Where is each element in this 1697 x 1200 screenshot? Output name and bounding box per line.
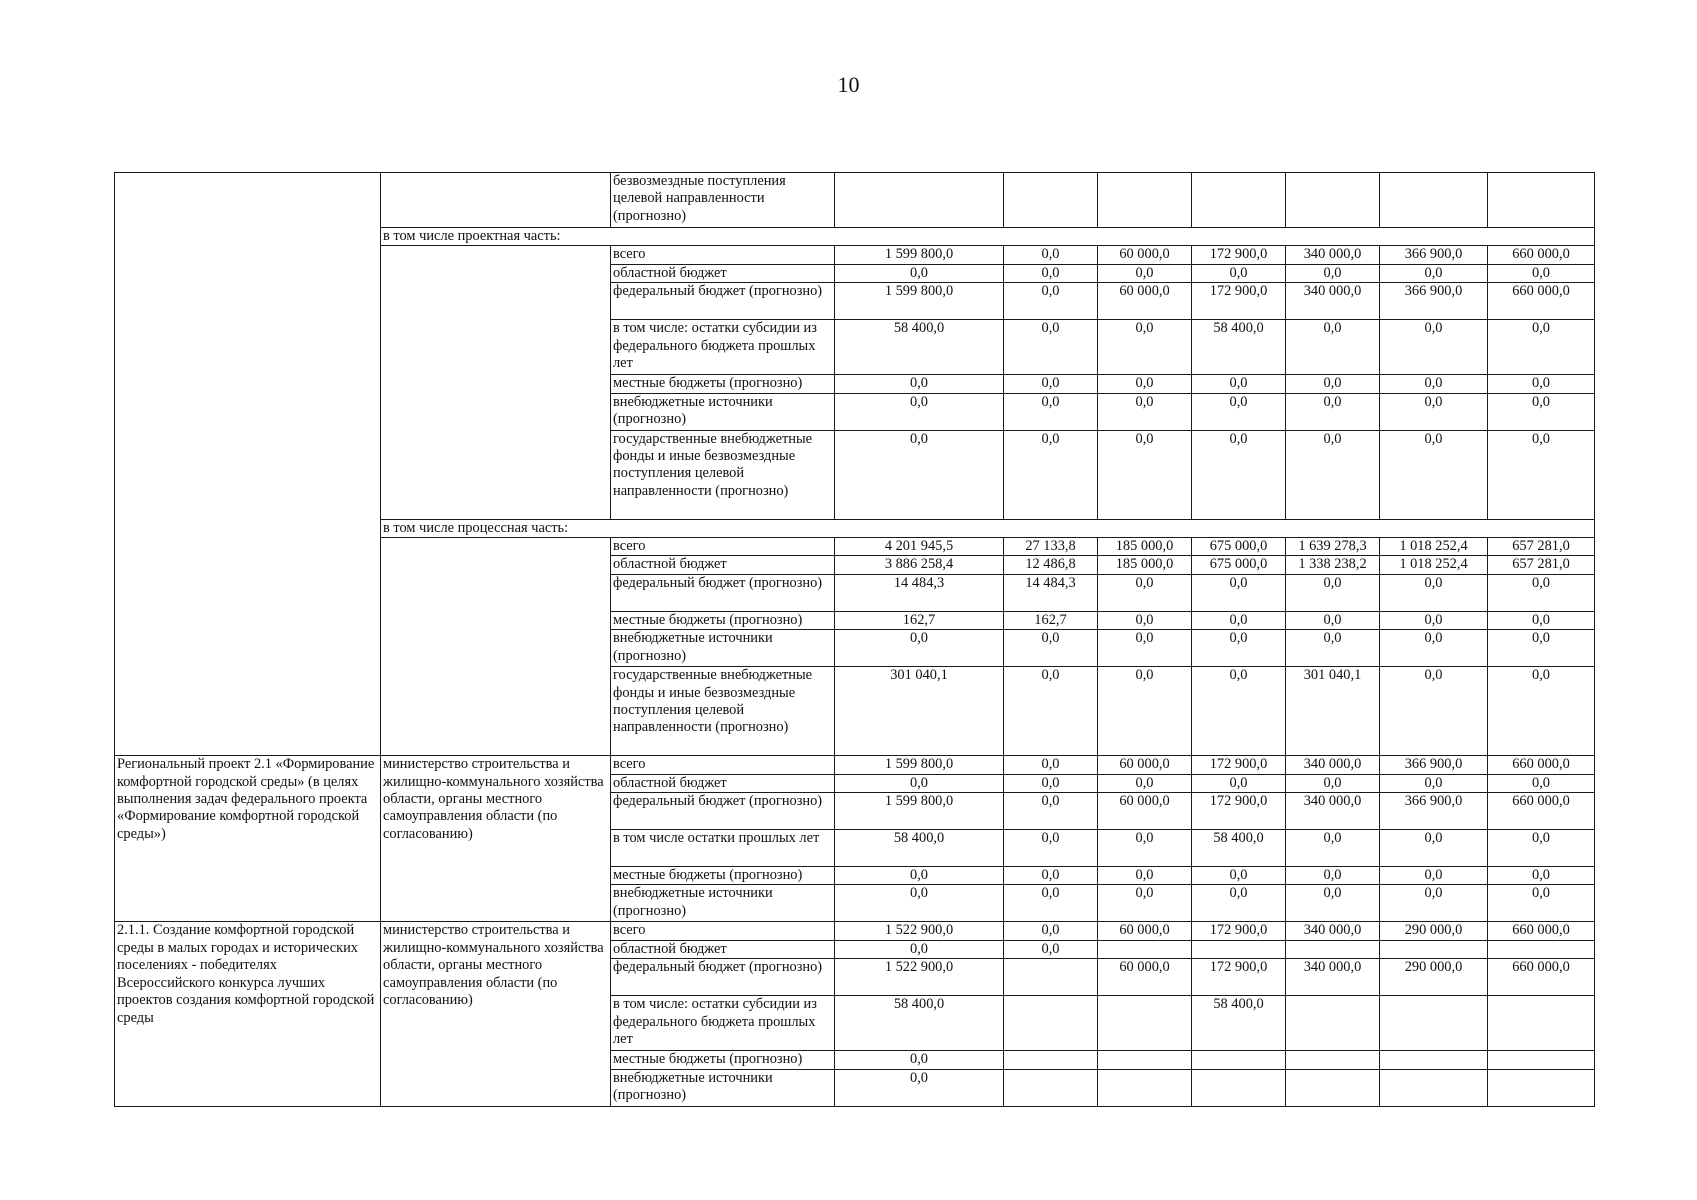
year-cell [1380,1069,1488,1106]
total-cell: 1 522 900,0 [835,922,1004,940]
year-cell: 0,0 [1192,430,1286,519]
total-cell: 1 599 800,0 [835,283,1004,320]
year-cell: 0,0 [1192,885,1286,922]
year-cell: 0,0 [1098,774,1192,792]
source-cell: федеральный бюджет (прогнозно) [611,574,835,611]
year-cell: 12 486,8 [1004,556,1098,574]
year-cell: 0,0 [1004,756,1098,774]
year-cell: 0,0 [1286,885,1380,922]
year-cell [1004,173,1098,228]
year-cell: 0,0 [1004,264,1098,282]
year-cell: 340 000,0 [1286,959,1380,996]
year-cell: 60 000,0 [1098,793,1192,830]
year-cell: 0,0 [1098,667,1192,756]
page-number: 10 [837,72,860,97]
year-cell: 301 040,1 [1286,667,1380,756]
year-cell: 0,0 [1192,264,1286,282]
year-cell: 366 900,0 [1380,756,1488,774]
year-cell: 0,0 [1192,393,1286,430]
source-cell: всего [611,756,835,774]
source-cell: всего [611,922,835,940]
year-cell: 0,0 [1488,375,1595,393]
year-cell [1380,996,1488,1051]
year-cell: 0,0 [1488,574,1595,611]
year-cell [1098,940,1192,958]
source-cell: федеральный бюджет (прогнозно) [611,959,835,996]
year-cell: 0,0 [1380,830,1488,867]
source-cell: безвозмездные поступления целевой направленности (прогнозно) [611,173,835,228]
table-row [115,173,1595,228]
total-cell: 301 040,1 [835,667,1004,756]
year-cell [1488,996,1595,1051]
year-cell [1098,173,1192,228]
year-cell [1192,173,1286,228]
table-row [115,922,1595,940]
total-cell: 1 522 900,0 [835,959,1004,996]
year-cell: 0,0 [1004,940,1098,958]
year-cell: 0,0 [1488,430,1595,519]
year-cell: 0,0 [1004,430,1098,519]
year-cell: 657 281,0 [1488,556,1595,574]
year-cell: 0,0 [1380,393,1488,430]
total-cell: 58 400,0 [835,996,1004,1051]
year-cell: 0,0 [1286,867,1380,885]
year-cell: 0,0 [1286,375,1380,393]
source-cell: государственные внебюджетные фонды и иные безвозмездные поступления целевой направленности (прогнозно) [611,430,835,519]
source-cell: в том числе: остатки субсидии из федерального бюджета прошлых лет [611,996,835,1051]
year-cell: 0,0 [1004,375,1098,393]
year-cell: 290 000,0 [1380,922,1488,940]
year-cell: 172 900,0 [1192,756,1286,774]
year-cell [1098,1051,1192,1069]
year-cell: 0,0 [1380,264,1488,282]
year-cell: 0,0 [1098,264,1192,282]
total-cell: 1 599 800,0 [835,756,1004,774]
source-cell: в том числе остатки прошлых лет [611,830,835,867]
year-cell: 1 018 252,4 [1380,538,1488,556]
source-cell: местные бюджеты (прогнозно) [611,867,835,885]
year-cell [1192,1051,1286,1069]
year-cell: 0,0 [1286,574,1380,611]
year-cell: 290 000,0 [1380,959,1488,996]
year-cell: 0,0 [1488,611,1595,629]
year-cell: 14 484,3 [1004,574,1098,611]
table-row [115,756,1595,774]
year-cell [1380,173,1488,228]
year-cell: 0,0 [1192,375,1286,393]
year-cell: 0,0 [1098,574,1192,611]
year-cell: 0,0 [1004,393,1098,430]
year-cell: 0,0 [1488,264,1595,282]
source-cell: внебюджетные источники (прогнозно) [611,885,835,922]
total-cell: 162,7 [835,611,1004,629]
year-cell: 675 000,0 [1192,538,1286,556]
section-label-process-part: в том числе процессная часть: [381,519,1595,537]
year-cell: 1 639 278,3 [1286,538,1380,556]
source-cell: областной бюджет [611,940,835,958]
year-cell [1004,1051,1098,1069]
year-cell: 0,0 [1488,774,1595,792]
year-cell: 0,0 [1004,830,1098,867]
year-cell [1004,1069,1098,1106]
year-cell: 0,0 [1098,320,1192,375]
year-cell: 660 000,0 [1488,246,1595,264]
year-cell: 27 133,8 [1004,538,1098,556]
year-cell: 0,0 [1192,574,1286,611]
year-cell [1286,996,1380,1051]
year-cell: 0,0 [1380,320,1488,375]
year-cell: 172 900,0 [1192,959,1286,996]
year-cell [1488,173,1595,228]
source-cell: федеральный бюджет (прогнозно) [611,793,835,830]
total-cell: 58 400,0 [835,320,1004,375]
section-label-project-part: в том числе проектная часть: [381,228,1595,246]
year-cell: 340 000,0 [1286,793,1380,830]
year-cell [1488,940,1595,958]
year-cell: 0,0 [1380,375,1488,393]
responsible-cell: министерство строительства и жилищно-коммунального хозяйства области, органы местного самоуправления области (по согласованию) [381,922,611,1106]
year-cell: 660 000,0 [1488,922,1595,940]
total-cell: 0,0 [835,630,1004,667]
year-cell: 0,0 [1380,667,1488,756]
year-cell: 0,0 [1286,320,1380,375]
total-cell: 4 201 945,5 [835,538,1004,556]
total-cell: 0,0 [835,430,1004,519]
year-cell: 0,0 [1098,430,1192,519]
total-cell: 1 599 800,0 [835,246,1004,264]
year-cell: 1 018 252,4 [1380,556,1488,574]
year-cell: 0,0 [1004,630,1098,667]
year-cell: 0,0 [1192,774,1286,792]
source-cell: внебюджетные источники (прогнозно) [611,630,835,667]
year-cell: 0,0 [1004,793,1098,830]
total-cell: 0,0 [835,1069,1004,1106]
source-cell: местные бюджеты (прогнозно) [611,375,835,393]
source-cell: областной бюджет [611,264,835,282]
total-cell: 0,0 [835,375,1004,393]
year-cell [1380,1051,1488,1069]
year-cell: 0,0 [1004,774,1098,792]
year-cell: 172 900,0 [1192,793,1286,830]
year-cell [1488,1069,1595,1106]
source-cell: всего [611,246,835,264]
year-cell [1098,996,1192,1051]
total-cell: 0,0 [835,393,1004,430]
year-cell: 1 338 238,2 [1286,556,1380,574]
total-cell: 58 400,0 [835,830,1004,867]
year-cell [1488,1051,1595,1069]
year-cell: 0,0 [1286,630,1380,667]
financing-table [114,172,1595,1107]
year-cell: 58 400,0 [1192,996,1286,1051]
year-cell: 162,7 [1004,611,1098,629]
year-cell: 660 000,0 [1488,793,1595,830]
year-cell: 60 000,0 [1098,246,1192,264]
year-cell: 0,0 [1098,611,1192,629]
year-cell: 0,0 [1192,611,1286,629]
project-name-cell [115,173,381,756]
year-cell: 675 000,0 [1192,556,1286,574]
year-cell: 0,0 [1004,283,1098,320]
total-cell: 0,0 [835,940,1004,958]
year-cell: 0,0 [1286,264,1380,282]
source-cell: всего [611,538,835,556]
source-cell: внебюджетные источники (прогнозно) [611,393,835,430]
year-cell: 366 900,0 [1380,283,1488,320]
year-cell: 657 281,0 [1488,538,1595,556]
year-cell: 0,0 [1380,885,1488,922]
total-cell: 3 886 258,4 [835,556,1004,574]
year-cell: 0,0 [1192,667,1286,756]
year-cell: 0,0 [1380,430,1488,519]
year-cell: 172 900,0 [1192,922,1286,940]
year-cell: 0,0 [1004,867,1098,885]
year-cell: 185 000,0 [1098,538,1192,556]
responsible-cell: министерство строительства и жилищно-коммунального хозяйства области, органы местного самоуправления области (по согласованию) [381,756,611,922]
source-cell: внебюджетные источники (прогнозно) [611,1069,835,1106]
year-cell: 0,0 [1098,630,1192,667]
year-cell: 60 000,0 [1098,756,1192,774]
year-cell [1004,996,1098,1051]
year-cell [1004,959,1098,996]
year-cell: 0,0 [1488,867,1595,885]
total-cell: 0,0 [835,867,1004,885]
year-cell: 0,0 [1098,375,1192,393]
responsible-cell [381,173,611,228]
year-cell: 0,0 [1004,922,1098,940]
total-cell [835,173,1004,228]
total-cell: 0,0 [835,1051,1004,1069]
source-cell: местные бюджеты (прогнозно) [611,611,835,629]
year-cell: 0,0 [1004,885,1098,922]
year-cell: 340 000,0 [1286,246,1380,264]
year-cell [1380,940,1488,958]
year-cell: 0,0 [1192,867,1286,885]
year-cell: 0,0 [1488,830,1595,867]
year-cell: 172 900,0 [1192,246,1286,264]
year-cell: 660 000,0 [1488,283,1595,320]
year-cell: 58 400,0 [1192,830,1286,867]
year-cell: 0,0 [1192,630,1286,667]
year-cell [1192,1069,1286,1106]
year-cell: 366 900,0 [1380,246,1488,264]
year-cell: 0,0 [1098,885,1192,922]
source-cell: местные бюджеты (прогнозно) [611,1051,835,1069]
year-cell [1192,940,1286,958]
source-cell: в том числе: остатки субсидии из федерального бюджета прошлых лет [611,320,835,375]
year-cell: 0,0 [1380,611,1488,629]
year-cell: 0,0 [1286,774,1380,792]
year-cell: 0,0 [1286,430,1380,519]
year-cell: 0,0 [1488,320,1595,375]
source-cell: федеральный бюджет (прогнозно) [611,283,835,320]
total-cell: 0,0 [835,264,1004,282]
year-cell: 58 400,0 [1192,320,1286,375]
year-cell: 172 900,0 [1192,283,1286,320]
total-cell: 0,0 [835,885,1004,922]
year-cell: 0,0 [1004,246,1098,264]
source-cell: государственные внебюджетные фонды и иные безвозмездные поступления целевой направленности (прогнозно) [611,667,835,756]
total-cell: 14 484,3 [835,574,1004,611]
year-cell: 0,0 [1098,393,1192,430]
year-cell: 185 000,0 [1098,556,1192,574]
source-cell: областной бюджет [611,556,835,574]
year-cell: 0,0 [1286,830,1380,867]
year-cell: 340 000,0 [1286,283,1380,320]
total-cell: 0,0 [835,774,1004,792]
total-cell: 1 599 800,0 [835,793,1004,830]
year-cell: 340 000,0 [1286,922,1380,940]
year-cell: 0,0 [1380,867,1488,885]
year-cell: 60 000,0 [1098,959,1192,996]
year-cell: 660 000,0 [1488,756,1595,774]
year-cell: 0,0 [1286,393,1380,430]
year-cell: 0,0 [1380,630,1488,667]
source-cell: областной бюджет [611,774,835,792]
year-cell: 0,0 [1488,393,1595,430]
year-cell: 0,0 [1098,830,1192,867]
year-cell: 0,0 [1380,774,1488,792]
year-cell: 0,0 [1098,867,1192,885]
responsible-cell [381,246,611,519]
year-cell: 660 000,0 [1488,959,1595,996]
project-name-cell: Региональный проект 2.1 «Формирование комфортной городской среды» (в целях выполнения задач федерального проекта «Формирование комфортной городской среды») [115,756,381,922]
year-cell: 0,0 [1488,667,1595,756]
year-cell: 0,0 [1004,667,1098,756]
year-cell: 0,0 [1488,885,1595,922]
year-cell: 60 000,0 [1098,922,1192,940]
year-cell [1286,1051,1380,1069]
responsible-cell [381,538,611,756]
year-cell [1286,1069,1380,1106]
year-cell: 340 000,0 [1286,756,1380,774]
year-cell: 0,0 [1488,630,1595,667]
year-cell [1286,173,1380,228]
year-cell [1098,1069,1192,1106]
year-cell: 366 900,0 [1380,793,1488,830]
year-cell [1286,940,1380,958]
year-cell: 60 000,0 [1098,283,1192,320]
project-name-cell: 2.1.1. Создание комфортной городской среды в малых городах и исторических поселениях - победителях Всероссийского конкурса лучших проектов создания комфортной городской среды [115,922,381,1106]
year-cell: 0,0 [1286,611,1380,629]
year-cell: 0,0 [1004,320,1098,375]
year-cell: 0,0 [1380,574,1488,611]
